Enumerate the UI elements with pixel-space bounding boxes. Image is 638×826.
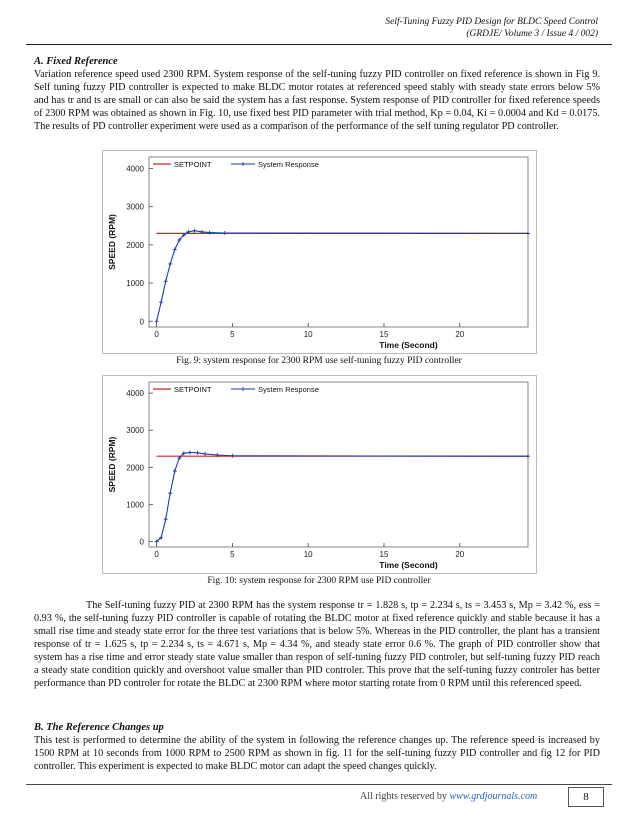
legend-response-label: System Response [258, 160, 319, 169]
y-tick-label: 4000 [126, 164, 144, 174]
y-tick-label: 3000 [126, 202, 144, 212]
x-tick-label: 5 [230, 330, 235, 339]
x-tick-label: 5 [230, 550, 235, 559]
section-a-title: A. Fixed Reference [34, 56, 118, 67]
x-tick-label: 20 [455, 330, 465, 339]
y-tick-label: 1000 [126, 500, 144, 510]
fig10-plot [103, 376, 536, 573]
footer-prefix: All rights reserved by [360, 791, 450, 802]
header-volume: (GRDJE/ Volume 3 / Issue 4 / 002) [466, 29, 598, 39]
section-b-title: B. The Reference Changes up [34, 722, 164, 733]
y-axis-label: SPEED (RPM) [107, 214, 117, 270]
legend-setpoint-label: SETPOINT [174, 385, 212, 394]
x-axis-label: Time (Second) [379, 560, 438, 570]
x-tick-label: 0 [154, 330, 159, 339]
footer-site-link[interactable]: www.grdjournals.com [449, 791, 538, 802]
legend-setpoint-label: SETPOINT [174, 160, 212, 169]
fig10-chart [102, 375, 537, 574]
y-tick-label: 0 [139, 317, 144, 327]
section-a-text: Variation reference speed used 2300 RPM. System response of the self-tuning fuzzy PID controller on fixed reference is shown in Fig 9. Self tuning fuzzy PID controller is expected to make BLDC motor rotates at referenced speed stably with steady state errors below 5% and has tr and ts are small or can also be said the system has a fast response. System response of PID controller for fixed reference speeds of 2300 RPM was obtained as shown in Fig. 10, use fixed best PID parameter with trial method, Kp = 0.04, Ki = 0.0004 and Kd = 0.0175. The results of PD controller experiment were used as a comparison of the performance of the self tuning regulator PD controller. [34, 69, 600, 132]
x-tick-label: 20 [455, 550, 465, 559]
fig10-caption: Fig. 10: system response for 2300 RPM use PID controller [207, 576, 431, 586]
y-tick-label: 4000 [126, 389, 144, 399]
running-header [385, 16, 598, 40]
header-title: Self-Tuning Fuzzy PID Design for BLDC Speed Control [385, 17, 598, 27]
y-axis-label: SPEED (RPM) [107, 436, 117, 493]
y-tick-label: 1000 [126, 279, 144, 289]
x-tick-label: 15 [379, 330, 389, 339]
x-axis-label: Time (Second) [379, 340, 438, 350]
footer-divider [26, 784, 612, 785]
section-b-text: This test is performed to determine the ability of the system in following the reference changes up. The reference speed is increased by 1500 RPM at 10 seconds from 1000 RPM to 2500 RPM as shown in fig. 11 for the self-tuning fuzzy PID controller and fig 12 for PID controller. This experiment is expected to make BLDC motor can adapt the speed changes quickly. [34, 735, 600, 772]
x-tick-label: 0 [154, 550, 159, 559]
discussion-text: The Self-tuning fuzzy PID at 2300 RPM has the system response tr = 1.828 s, tp = 2.234 s, ts = 3.453 s, Mp = 3.42 %, ess = 0.93 %, the self-tuning fuzzy PID controller is capable of rotating the BLDC motor at fixed reference quickly and stable because it has a small rise time and steady state error for the three test variations that is below 5%. Whereas in the PID controller, the plant has a transient response of tr = 1.625 s, tp = 2.234 s, ts = 4.671 s, Mp = 4.34 %, and steady state error 0.6 %. The graph of PID controller show that system has a rise time and error steady state value smaller than respon of self-tuning fuzzy PID controler, but self-tuning fuzzy PID reach a steady state condition quickly and overshoot value smaller than PID controler. This prove that the self-tuning fuzzy controler has better performance than PD controler for rotate the BLDC at 2300 RPM where motor starting rotate from 0 RPM until this referenced speed. [34, 600, 600, 689]
fig9-caption: Fig. 9: system response for 2300 RPM use self-tuning fuzzy PID controller [176, 356, 462, 366]
plot-area [149, 382, 528, 547]
header-divider [26, 44, 612, 45]
y-tick-label: 2000 [126, 240, 144, 250]
plot-area [149, 157, 528, 327]
x-tick-label: 10 [303, 550, 313, 559]
legend-response-label: System Response [258, 385, 319, 394]
footer-rights [360, 791, 537, 802]
fig9-plot [103, 151, 536, 353]
page-number: 8 [568, 787, 604, 807]
x-tick-label: 15 [379, 550, 389, 559]
y-tick-label: 0 [139, 537, 144, 547]
x-tick-label: 10 [303, 330, 313, 339]
y-tick-label: 3000 [126, 426, 144, 436]
fig9-chart [102, 150, 537, 354]
y-tick-label: 2000 [126, 463, 144, 473]
